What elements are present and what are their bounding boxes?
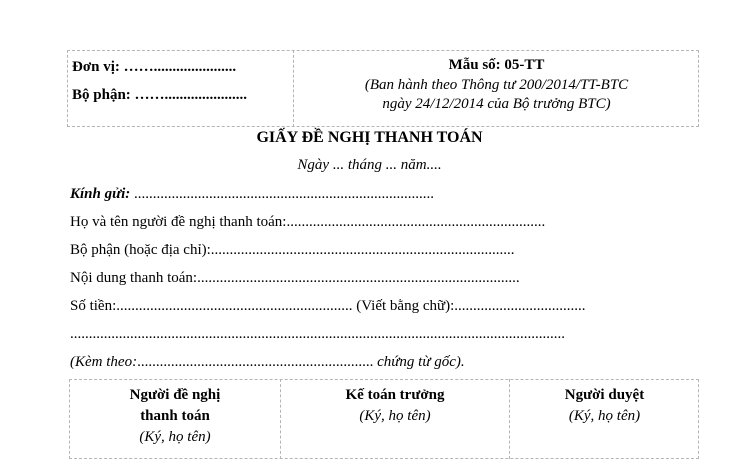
date-line: Ngày ... tháng ... năm.... — [297, 157, 442, 173]
signature-approver-note: (Ký, họ tên) — [568, 408, 641, 424]
signature-requester-title-2: thanh toán — [140, 408, 210, 424]
attachment-prefix: (Kèm theo: — [70, 354, 138, 370]
signature-approver — [510, 385, 699, 427]
signature-requester — [70, 385, 280, 448]
content-line: Nội dung thanh toán:...................................................................................... — [70, 270, 520, 286]
signature-chief-accountant-title: Kế toán trưởng — [345, 387, 445, 403]
attachment-suffix: chứng từ gốc). — [373, 354, 465, 370]
attachment-line — [70, 353, 465, 371]
attachment-dots: ............................................................... — [137, 354, 374, 370]
signature-chief-accountant-note: (Ký, họ tên) — [359, 408, 431, 424]
department-label: Bộ phận: ……...................... — [72, 87, 248, 103]
form-number: Mẫu số: 05-TT — [448, 57, 545, 73]
signature-requester-title-1: Người đề nghị — [129, 387, 221, 403]
kinh-gui-line — [70, 185, 434, 203]
unit-label: Đơn vị: ……...................... — [72, 59, 237, 75]
requester-line: Họ và tên người đề nghị thanh toán:..................................................................... — [70, 214, 546, 230]
issued-line-2: ngày 24/12/2014 của Bộ trưởng BTC) — [382, 96, 611, 112]
continuation-line: .................................................................................................................................... — [70, 326, 565, 342]
signature-requester-note: (Ký, họ tên) — [139, 429, 211, 445]
signature-approver-title: Người duyệt — [564, 387, 645, 403]
amount-line: Số tiền:............................................................... (Viết bằng chữ):................................... — [70, 298, 586, 314]
signature-chief-accountant — [281, 385, 509, 427]
issued-line-1: (Ban hành theo Thông tư 200/2014/TT-BTC — [364, 77, 629, 93]
kinh-gui-label: Kính gửi: — [70, 186, 131, 202]
kinh-gui-dots: ................................................................................ — [130, 186, 435, 202]
document-title: GIẤY ĐỀ NGHỊ THANH TOÁN — [256, 129, 483, 146]
department-line: Bộ phận (hoặc địa chỉ):................................................................................. — [70, 242, 515, 258]
